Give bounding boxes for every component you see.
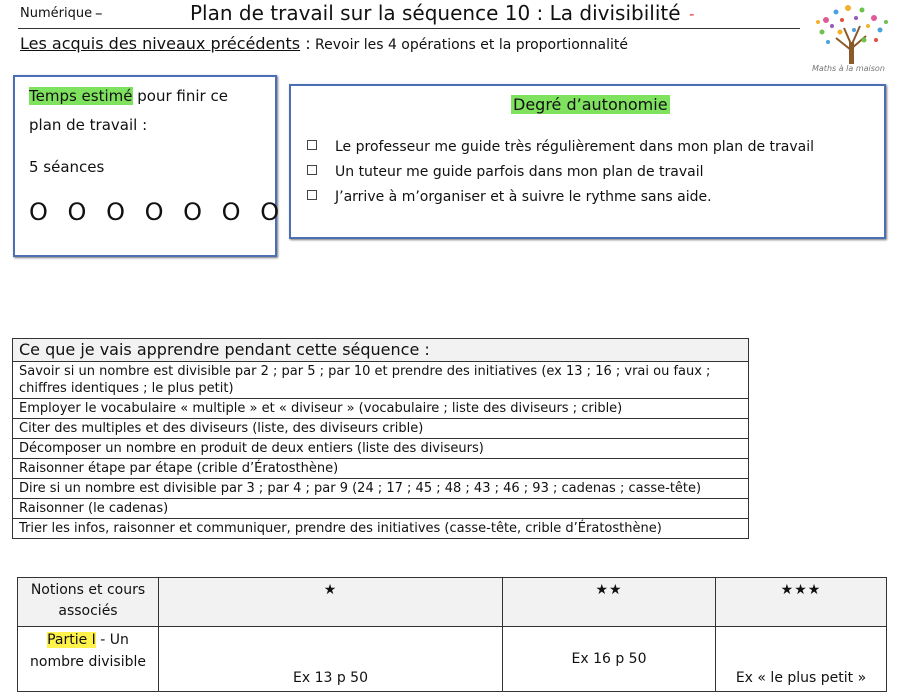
prerequisites-text: Revoir les 4 opérations et la proportionnalité (310, 37, 628, 53)
session-count: 5 séances (29, 158, 105, 176)
autonomy-option-label: Le professeur me guide très régulièrement dans mon plan de travail (335, 139, 814, 155)
estimated-time-line1 (29, 87, 228, 105)
session-circle[interactable]: O (144, 198, 168, 226)
autonomy-option-label: J’arrive à m’organiser et à suivre le rythme sans aide. (335, 189, 712, 205)
learning-objective: Trier les infos, raisonner et communiquer, prendre des initiatives (casse-tête, crible d’Ératosthène) (13, 519, 749, 539)
subject-label: Numérique (20, 6, 93, 21)
checkbox-icon[interactable] (307, 190, 317, 200)
learning-table-header: Ce que je vais apprendre pendant cette séquence : (13, 339, 749, 362)
page-title: Plan de travail sur la séquence 10 : La divisibilité (190, 1, 681, 25)
exercise-cell: Ex 13 p 50 (159, 627, 503, 692)
learning-objectives-table (12, 338, 749, 539)
part-label: Partie I (47, 632, 96, 648)
prerequisites-label: Les acquis des niveaux précédents (20, 34, 301, 53)
star-1-header: ★ (159, 578, 503, 627)
autonomy-option[interactable] (307, 139, 814, 155)
estimated-time-rest: pour finir ce (132, 87, 228, 105)
checkbox-icon[interactable] (307, 165, 317, 175)
session-circles (29, 198, 287, 226)
autonomy-option[interactable] (307, 164, 703, 180)
session-circle[interactable]: O (221, 198, 245, 226)
prerequisites-colon: : (300, 34, 311, 53)
estimated-time-line2: plan de travail : (29, 116, 148, 134)
autonomy-option-label: Un tuteur me guide parfois dans mon plan de travail (335, 164, 704, 180)
autonomy-option[interactable] (307, 189, 712, 205)
exercise-cell: Ex 16 p 50 (503, 627, 716, 692)
header-rule (18, 28, 800, 29)
star-3-header: ★★★ (716, 578, 887, 627)
session-circle[interactable]: O (106, 198, 129, 226)
session-circle[interactable]: O (183, 198, 207, 226)
learning-objective: Dire si un nombre est divisible par 3 ; par 4 ; par 9 (24 ; 17 ; 45 ; 48 ; 43 ; 46 ; 93 ; cadenas ; casse-tête) (13, 479, 749, 499)
session-circle[interactable]: O (29, 198, 52, 226)
header-dash: – (95, 4, 103, 22)
session-circle[interactable]: O (67, 198, 91, 226)
prerequisites-line (20, 34, 628, 53)
autonomy-title: Degré d’autonomie (513, 95, 668, 114)
learning-objective: Citer des multiples et des diviseurs (liste, des diviseurs crible) (13, 419, 749, 439)
estimated-time-label: Temps estimé (29, 87, 133, 105)
checkbox-icon[interactable] (307, 140, 317, 150)
logo-caption: Maths à la maison (812, 64, 885, 73)
notions-table (17, 577, 887, 692)
learning-objective: Savoir si un nombre est divisible par 2 ; par 5 ; par 10 et prendre des initiatives (ex 13 ; 16 ; vrai ou faux ; chiffres identiques ; le plus petit) (13, 362, 749, 399)
learning-objective: Employer le vocabulaire « multiple » et « diviseur » (vocabulaire ; liste des diviseurs ; crible) (13, 399, 749, 419)
part-cell (18, 627, 159, 692)
notions-header: Notions et cours associés (18, 578, 159, 627)
exercise-cell: Ex « le plus petit » (716, 627, 887, 692)
learning-objective: Raisonner (le cadenas) (13, 499, 749, 519)
session-circle[interactable]: O (260, 198, 284, 226)
learning-objective: Raisonner étape par étape (crible d’Ératosthène) (13, 459, 749, 479)
learning-objective: Décomposer un nombre en produit de deux entiers (liste des diviseurs) (13, 439, 749, 459)
star-2-header: ★★ (503, 578, 716, 627)
part-title: - Un nombre divisible (30, 632, 146, 670)
title-dash: - (689, 5, 695, 23)
